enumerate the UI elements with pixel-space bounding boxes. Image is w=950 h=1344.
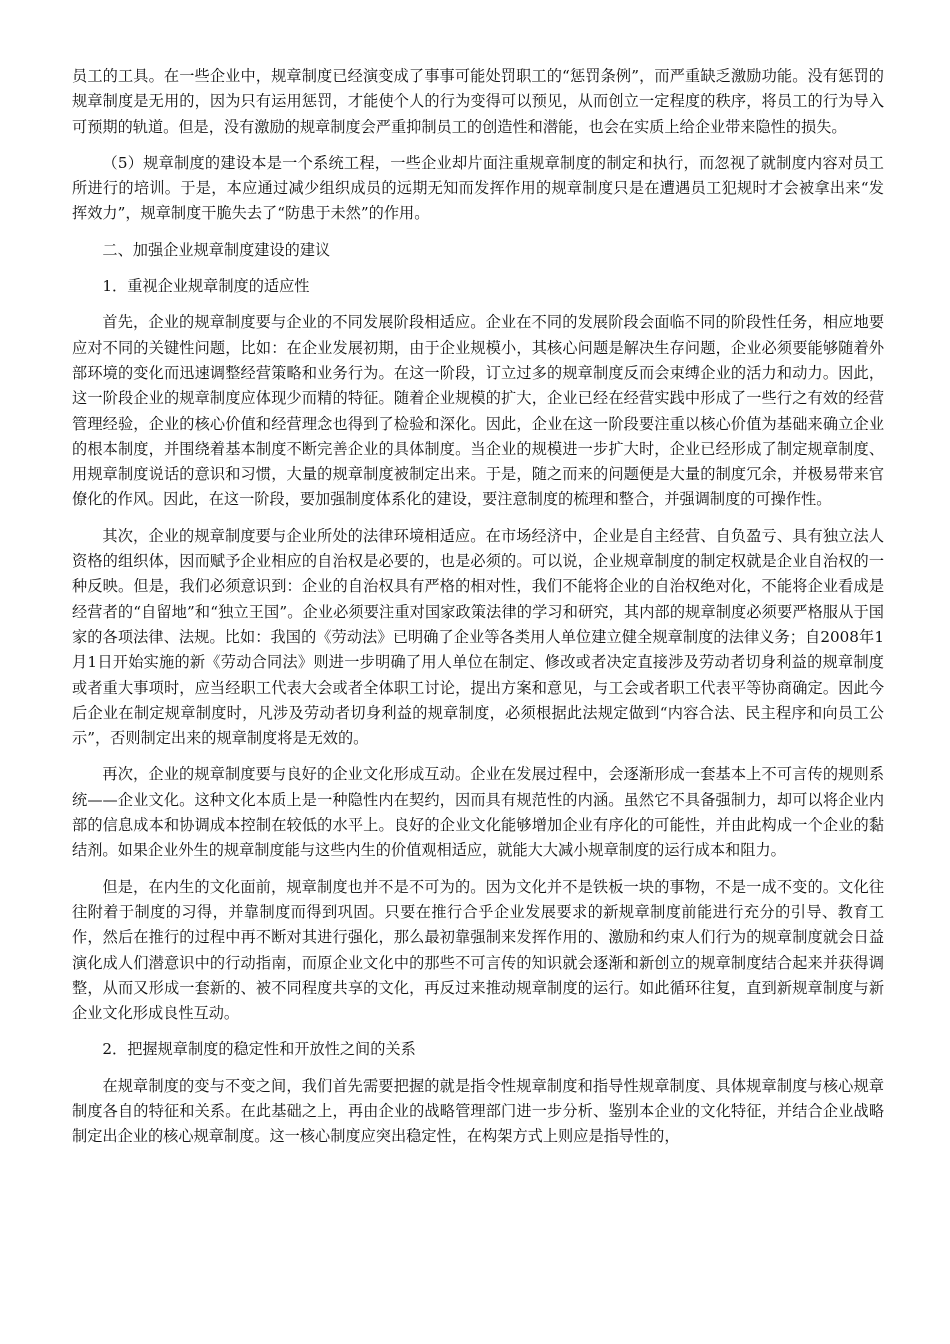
paragraph-third: 再次，企业的规章制度要与良好的企业文化形成互动。企业在发展过程中，会逐渐形成一套基本上不可言传的规则系统——企业文化。这种文化本质上是一种隐性内在契约，因而具有规范性的内涵。虽然它不具备强制力，却可以将企业内部的信息成本和协调成本控制在较低的水平上。良好的企业文化能够增加企业有序化的可能性，并由此构成一个企业的黏结剂。如果企业外生的规章制度能与这些内生的价值观相适应，就能大大减小规章制度的运行成本和阻力。: [72, 765, 884, 860]
subsection-heading-2: 2．把握规章制度的稳定性和开放性之间的关系: [102, 1040, 416, 1059]
paragraph-second: 其次，企业的规章制度要与企业所处的法律环境相适应。在市场经济中，企业是自主经营、自负盈亏、具有独立法人资格的组织体，因而赋予企业相应的自治权是必要的，也是必须的。可以说，企业规章制度的制定权就是企业自治权的一种反映。但是，我们必须意识到：企业的自治权具有严格的相对性，我们不能将企业的自治权绝对化，不能将企业看成是经营者的“自留地”和“独立王国”。企业必须要注重对国家政策法律的学习和研究，其内部的规章制度必须要严格服从于国家的各项法律、法规。比如：我国的《劳动法》已明确了企业等各类用人单位建立健全规章制度的法律义务；自2008年1月1日开始实施的新《劳动合同法》则进一步明确了用人单位在制定、修改或者决定直接涉及劳动者切身利益的规章制度或者重大事项时，应当经职工代表大会或者全体职工讨论，提出方案和意见，与工会或者职工代表平等协商确定。因此今后企业在制定规章制度时，凡涉及劳动者切身利益的规章制度，必须根据此法规定做到“内容合法、民主程序和向员工公示”，否则制定出来的规章制度将是无效的。: [72, 526, 884, 748]
document-page: [72, 64, 884, 1161]
paragraph-continuation: 员工的工具。在一些企业中，规章制度已经演变成了事事可能处罚职工的“惩罚条例”，而严重缺乏激励功能。没有惩罚的规章制度是无用的，因为只有运用惩罚，才能使个人的行为变得可以预见，从而创立一定程度的秩序，将员工的行为导入可预期的轨道。但是，没有激励的规章制度会严重抑制员工的创造性和潜能，也会在实质上给企业带来隐性的损失。: [72, 67, 884, 136]
paragraph-however: 但是，在内生的文化面前，规章制度也并不是不可为的。因为文化并不是铁板一块的事物，不是一成不变的。文化往往附着于制度的习得，并靠制度而得到巩固。只要在推行合乎企业发展要求的新规章制度前能进行充分的引导、教育工作，然后在推行的过程中再不断对其进行强化，那么最初靠强制来发挥作用的、激励和约束人们行为的规章制度就会日益演化成人们潜意识中的行动指南，而原企业文化中的那些不可言传的知识就会逐渐和新创立的规章制度结合起来并获得调整，从而又形成一套新的、被不同程度共享的文化，再反过来推动规章制度的运行。如此循环往复，直到新规章制度与新企业文化形成良性互动。: [72, 877, 884, 1023]
paragraph-stability: 在规章制度的变与不变之间，我们首先需要把握的就是指令性规章制度和指导性规章制度、具体规章制度与核心规章制度各自的特征和关系。在此基础之上，再由企业的战略管理部门进一步分析、鉴别本企业的文化特征，并结合企业战略制定出企业的核心规章制度。这一核心制度应突出稳定性，在构架方式上则应是指导性的，: [72, 1076, 884, 1146]
paragraph-first: 首先，企业的规章制度要与企业的不同发展阶段相适应。企业在不同的发展阶段会面临不同的阶段性任务，相应地要应对不同的关键性问题，比如：在企业发展初期，由于企业规模小，其核心问题是解决生存问题，企业必须要能够随着外部环境的变化而迅速调整经营策略和业务行为。在这一阶段，订立过多的规章制度反而会束缚企业的活力和动力。因此，这一阶段企业的规章制度应体现少而精的特征。随着企业规模的扩大，企业已经在经营实践中形成了一些行之有效的经营管理经验，企业的核心价值和经营理念也得到了检验和深化。因此，企业在这一阶段要注重以核心价值为基础来确立企业的根本制度，并围绕着基本制度不断完善企业的具体制度。当企业的规模进一步扩大时，企业已经形成了制定规章制度、用规章制度说话的意识和习惯，大量的规章制度被制定出来。于是，随之而来的问题便是大量的制度冗余，并极易带来官僚化的作风。因此，在这一阶段，要加强制度体系化的建设，要注意制度的梳理和整合，并强调制度的可操作性。: [72, 313, 884, 509]
subsection-heading-1: 1．重视企业规章制度的适应性: [102, 277, 310, 296]
section-heading: 二、加强企业规章制度建设的建议: [102, 240, 331, 259]
paragraph-point-5: （5）规章制度的建设本是一个系统工程，一些企业却片面注重规章制度的制定和执行，而忽视了就制度内容对员工所进行的培训。于是，本应通过减少组织成员的远期无知而发挥作用的规章制度只是在遭遇员工犯规时才会被拿出来“发挥效力”，规章制度干脆失去了“防患于未然”的作用。: [72, 153, 884, 223]
